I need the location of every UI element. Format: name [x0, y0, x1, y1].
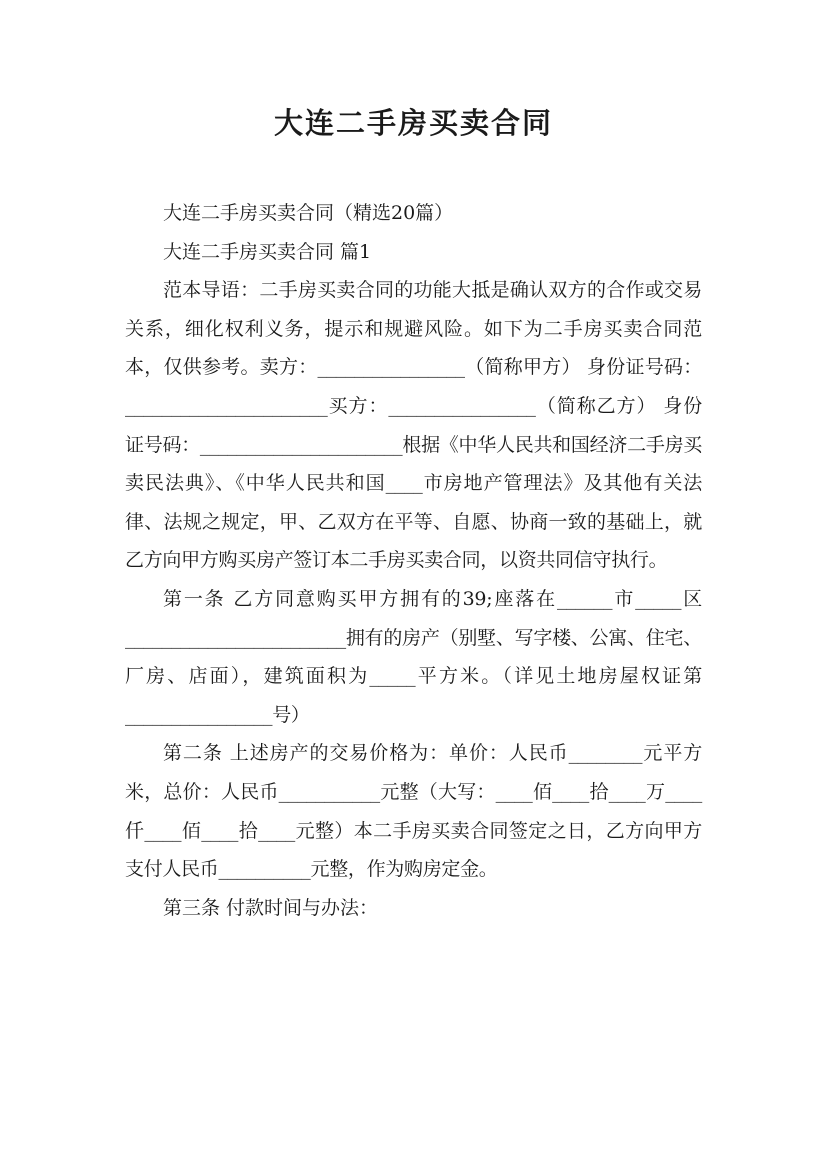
- paragraph-article-1: 第一条 乙方同意购买甲方拥有的39;座落在______市_____区________________________拥有的房产（别墅、写字楼、公寓、住宅、厂房、店面），建筑面积为_____平方米。（详见土地房屋权证第________________号）: [125, 587, 702, 726]
- paragraph-article-3: 第三条 付款时间与办法：: [163, 896, 379, 919]
- document-body: [125, 194, 702, 927]
- paragraph-intro: 范本导语：二手房买卖合同的功能大抵是确认双方的合作或交易关系，细化权利义务，提示和规避风险。如下为二手房买卖合同范本，仅供参考。卖方：________________（简称甲方） 身份证号码：______________________买方：________________（简称乙方） 身份证号码：______________________根据《中华人民共和国经济二手房买卖民法典》、《中华人民共和国____市房地产管理法》及其他有关法律、法规之规定，甲、乙双方在平等、自愿、协商一致的基础上，就乙方向甲方购买房产签订本二手房买卖合同，以资共同信守执行。: [125, 279, 702, 572]
- paragraph-article-2: 第二条 上述房产的交易价格为：单价：人民币________元平方米，总价：人民币___________元整（大写：____佰____拾____万____仟____佰____拾____元整）本二手房买卖合同签定之日，乙方向甲方支付人民币__________元整，作为购房定金。: [125, 742, 702, 881]
- paragraph-section-heading: 大连二手房买卖合同 篇1: [163, 240, 372, 263]
- document-title: 大连二手房买卖合同: [273, 106, 553, 140]
- paragraph-subtitle: 大连二手房买卖合同（精选20篇）: [163, 202, 454, 224]
